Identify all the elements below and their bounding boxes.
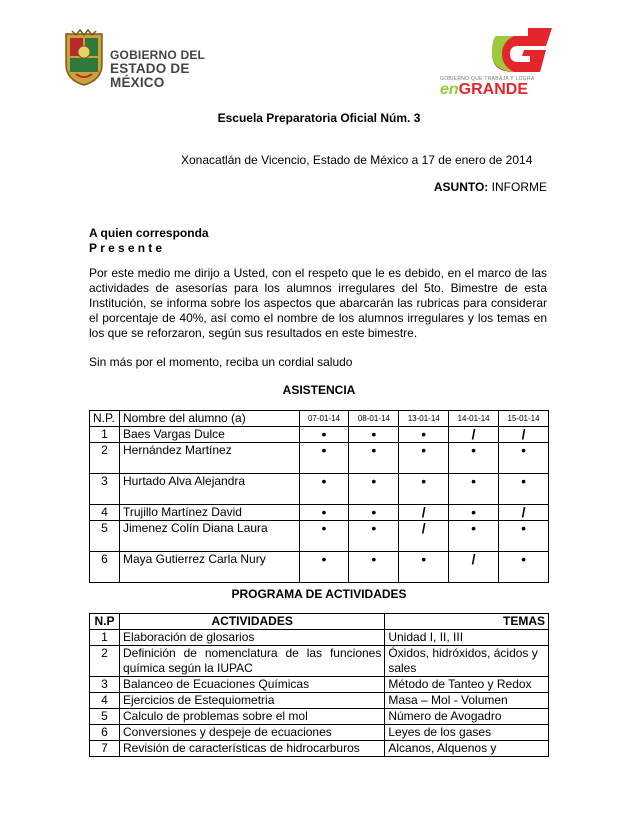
row-np: 6 — [90, 552, 120, 583]
attendance-mark — [349, 505, 399, 521]
dot-mark: • — [471, 442, 477, 458]
dot-mark: • — [471, 504, 477, 520]
attendance-row — [90, 427, 549, 443]
dot-mark: • — [371, 426, 377, 442]
row-np: 4 — [90, 693, 120, 709]
dot-mark: • — [321, 473, 327, 489]
header-date: 15-01-14 — [499, 411, 549, 427]
row-np: 3 — [90, 474, 120, 505]
attendance-mark — [399, 474, 449, 505]
greeting-block — [89, 226, 209, 256]
topic-cell: Unidad I, II, III — [385, 630, 549, 646]
activities-title: PROGRAMA DE ACTIVIDADES — [231, 587, 407, 601]
activity-row — [90, 709, 549, 725]
activity-row — [90, 677, 549, 693]
student-name: Hernández Martínez — [119, 443, 299, 474]
school-title: Escuela Preparatoria Oficial Núm. 3 — [217, 111, 421, 125]
row-np: 1 — [90, 427, 120, 443]
engrande-grande: GRANDE — [458, 81, 529, 98]
row-np: 2 — [90, 646, 120, 677]
engrande-wordmark — [440, 81, 528, 99]
student-name: Maya Gutierrez Carla Nury — [119, 552, 299, 583]
activity-cell: Ejercicios de Estequiometria — [119, 693, 384, 709]
dot-mark: • — [371, 442, 377, 458]
attendance-mark — [399, 427, 449, 443]
header-date: 08-01-14 — [349, 411, 399, 427]
header-np: N.P — [90, 614, 120, 630]
gov-logo-line1: GOBIERNO DEL — [110, 48, 206, 62]
activity-row — [90, 741, 549, 757]
header-np: N.P. — [90, 411, 120, 427]
dot-mark: • — [521, 442, 526, 458]
row-np: 2 — [90, 443, 120, 474]
dot-mark: • — [521, 473, 526, 489]
slash-mark: / — [421, 520, 426, 536]
absence-mark — [449, 427, 499, 443]
attendance-mark — [449, 443, 499, 474]
slash-mark: / — [521, 426, 526, 442]
row-np: 7 — [90, 741, 120, 757]
attendance-mark — [449, 474, 499, 505]
place-date: Xonacatlán de Vicencio, Estado de México a 17 de enero de 2014 — [181, 153, 533, 167]
dot-mark: • — [371, 504, 377, 520]
activity-cell: Balanceo de Ecuaciones Químicas — [119, 677, 384, 693]
attendance-mark — [299, 521, 349, 552]
attendance-mark — [499, 552, 549, 583]
student-name: Hurtado Alva Alejandra — [119, 474, 299, 505]
activity-row — [90, 725, 549, 741]
letter-closing: Sin más por el momento, reciba un cordial saludo — [89, 355, 353, 369]
attendance-row — [90, 474, 549, 505]
attendance-mark — [299, 427, 349, 443]
row-np: 5 — [90, 709, 120, 725]
activity-cell: Definición de nomenclatura de las funciones química según la IUPAC — [119, 646, 384, 677]
activity-cell: Elaboración de glosarios — [119, 630, 384, 646]
dot-mark: • — [421, 426, 427, 442]
dot-mark: • — [321, 551, 327, 567]
attendance-mark — [499, 443, 549, 474]
header-date: 07-01-14 — [299, 411, 349, 427]
attendance-mark — [349, 474, 399, 505]
attendance-row — [90, 521, 549, 552]
attendance-mark — [499, 521, 549, 552]
dot-mark: • — [421, 551, 427, 567]
dot-mark: • — [321, 520, 327, 536]
coat-of-arms-icon — [62, 28, 106, 86]
topic-cell: Óxidos, hidróxidos, ácidos y sales — [385, 646, 549, 677]
row-np: 4 — [90, 505, 120, 521]
absence-mark — [499, 427, 549, 443]
attendance-mark — [349, 552, 399, 583]
activity-row — [90, 630, 549, 646]
dot-mark: • — [371, 473, 377, 489]
attendance-mark — [299, 505, 349, 521]
attendance-row — [90, 552, 549, 583]
topic-cell: Alcanos, Alquenos y — [385, 741, 549, 757]
header-date: 13-01-14 — [399, 411, 449, 427]
absence-mark — [499, 505, 549, 521]
activity-cell: Revisión de características de hidrocarburos — [119, 741, 384, 757]
engrande-en: en — [440, 81, 459, 98]
row-np: 1 — [90, 630, 120, 646]
dot-mark: • — [321, 426, 327, 442]
attendance-row — [90, 443, 549, 474]
activity-cell: Calculo de problemas sobre el mol — [119, 709, 384, 725]
absence-mark — [399, 521, 449, 552]
attendance-mark — [349, 427, 399, 443]
attendance-mark — [449, 521, 499, 552]
g-logo-icon — [488, 26, 554, 76]
attendance-mark — [449, 505, 499, 521]
dot-mark: • — [321, 504, 327, 520]
absence-mark — [399, 505, 449, 521]
presente: Presente — [89, 241, 166, 255]
dot-mark: • — [521, 551, 526, 567]
slash-mark: / — [471, 426, 476, 442]
asunto-label: ASUNTO: — [433, 180, 489, 194]
topic-cell: Masa – Mol - Volumen — [385, 693, 549, 709]
gov-logo-text — [110, 48, 232, 90]
attendance-mark — [399, 443, 449, 474]
attendance-row — [90, 505, 549, 521]
letter-body: Por este medio me dirijo a Usted, con el respeto que le es debido, en el marco de las actividades de asesorías para los alumnos irregulares del 5to. Bimestre de esta Institución, se informa sobre los aspectos que abarcarán las rubricas para considerar el porcentaje de 40%, así como el nombre de los alumnos irregulares y los temas en los que se reforzaron, según sus resultados en este bimestre. — [89, 266, 547, 340]
dot-mark: • — [471, 473, 477, 489]
header-name: Nombre del alumno (a) — [119, 411, 299, 427]
logo-tagline: GOBIERNO QUE TRABAJA Y LOGRA — [440, 76, 535, 82]
student-name: Jimenez Colín Diana Laura — [119, 521, 299, 552]
attendance-table — [89, 410, 549, 583]
topic-cell: Leyes de los gases — [385, 725, 549, 741]
attendance-header-row — [90, 411, 549, 427]
dot-mark: • — [421, 473, 427, 489]
gov-logo-line2: ESTADO DE MÉXICO — [110, 61, 190, 90]
attendance-mark — [299, 552, 349, 583]
attendance-mark — [299, 443, 349, 474]
dot-mark: • — [521, 520, 526, 536]
attendance-mark — [299, 474, 349, 505]
slash-mark: / — [471, 551, 476, 567]
row-np: 5 — [90, 521, 120, 552]
attendance-mark — [499, 474, 549, 505]
dot-mark: • — [371, 520, 377, 536]
dot-mark: • — [421, 442, 427, 458]
header-topics: TEMAS — [385, 614, 549, 630]
row-np: 3 — [90, 677, 120, 693]
student-name: Baes Vargas Dulce — [119, 427, 299, 443]
attendance-title: ASISTENCIA — [282, 383, 356, 397]
activity-row — [90, 693, 549, 709]
row-np: 6 — [90, 725, 120, 741]
activities-header-row — [90, 614, 549, 630]
header-date: 14-01-14 — [449, 411, 499, 427]
gobierno-estado-mexico-logo — [62, 28, 232, 90]
slash-mark: / — [421, 504, 426, 520]
slash-mark: / — [521, 504, 526, 520]
topic-cell: Número de Avogadro — [385, 709, 549, 725]
attendance-mark — [399, 552, 449, 583]
activities-table — [89, 613, 549, 757]
activity-cell: Conversiones y despeje de ecuaciones — [119, 725, 384, 741]
asunto-line — [434, 180, 547, 194]
asunto-value: INFORME — [491, 180, 547, 194]
dot-mark: • — [321, 442, 327, 458]
dot-mark: • — [471, 520, 477, 536]
activity-row — [90, 646, 549, 677]
engrande-logo — [440, 26, 560, 96]
absence-mark — [449, 552, 499, 583]
attendance-mark — [349, 521, 399, 552]
greeting: A quien corresponda — [89, 226, 209, 240]
attendance-mark — [349, 443, 399, 474]
topic-cell: Método de Tanteo y Redox — [385, 677, 549, 693]
student-name: Trujillo Martínez David — [119, 505, 299, 521]
dot-mark: • — [371, 551, 377, 567]
header-activities: ACTIVIDADES — [119, 614, 384, 630]
